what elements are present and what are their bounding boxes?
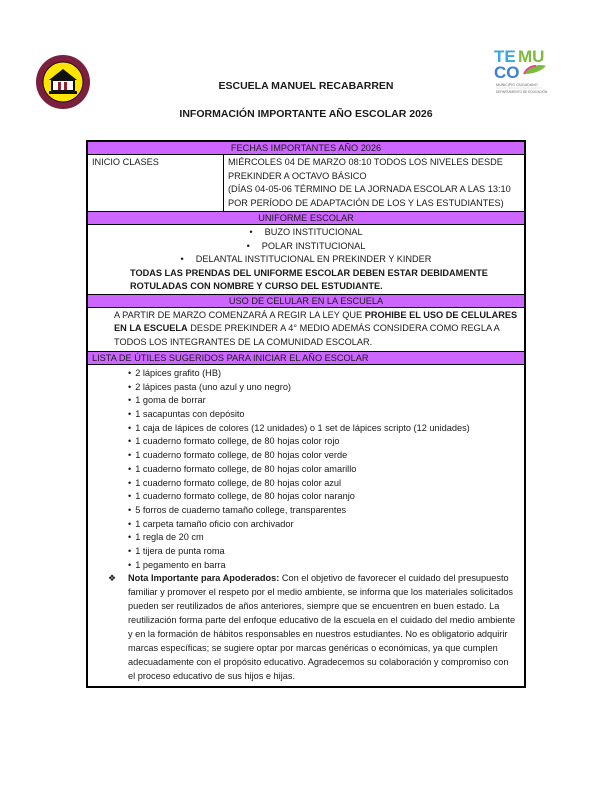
uniform-item	[88, 240, 524, 254]
uniform-item	[88, 226, 524, 240]
uniform-item-label: POLAR INSTITUCIONAL	[261, 240, 366, 251]
bullet-icon	[247, 241, 262, 251]
parents-note-label: Nota Importante para Apoderados:	[128, 573, 280, 584]
uniform-list	[88, 225, 524, 267]
supply-item: • 1 pegamento en barra	[128, 559, 524, 573]
section-header-utiles: LISTA DE ÚTILES SUGERIDOS PARA INICIAR EL AÑO ESCOLAR	[88, 351, 524, 365]
uniform-item-label: DELANTAL INSTITUCIONAL EN PREKINDER Y KINDER	[195, 254, 432, 264]
supply-item: • 1 caja de lápices de colores (12 unidades) o 1 set de lápices scripto (12 unidades)	[128, 422, 524, 436]
supply-item: • 1 cuaderno formato college, de 80 hojas color azul	[128, 477, 524, 491]
bullet-icon	[181, 254, 196, 264]
uniform-item-label: BUZO INSTITUCIONAL	[264, 227, 363, 237]
cellphone-text: DESDE PREKINDER A 4° MEDIO ADEMÁS CONSIDERA COMO REGLA A TODOS LOS INTEGRANTES DE LA COMUNIDAD ESCOLAR.	[114, 323, 500, 348]
supply-item: • 1 cuaderno formato college, de 80 hojas color verde	[128, 449, 524, 463]
supply-item: • 2 lápices grafito (HB)	[128, 367, 524, 381]
supply-item: • 5 forros de cuaderno tamaño college, transparentes	[128, 504, 524, 518]
section-header-fechas: FECHAS IMPORTANTES AÑO 2026	[88, 142, 524, 155]
label-inicio-clases: INICIO CLASES	[88, 155, 224, 211]
parents-note-text: Con el objetivo de favorecer el cuidado del presupuesto familiar y promover el respeto por el medio ambiente, se informa que los materiales solicitados pueden ser reutilizados de años anteriores, siempre que se encuentren en buen estado. La reutilización forma parte del enfoque educativo de la escuela en el cuidado del medio ambiente y en la formación de hábitos responsables en nuestros estudiantes. No es obligatorio adquirir marcas específicas; se sugiere optar por marcas genéricas o económicas, ya que cumplen adecuadamente con el propósito educativo. Agradecemos su colaboración y compromiso con el proceso educativo de sus hijos e hijas.	[128, 573, 516, 681]
supply-item: • 1 sacapuntas con depósito	[128, 408, 524, 422]
row-inicio-clases	[88, 155, 524, 211]
supply-item: • 1 cuaderno formato college, de 80 hojas color rojo	[128, 435, 524, 449]
svg-text:CO: CO	[494, 63, 520, 82]
section-header-celular: USO DE CELULAR EN LA ESCUELA	[88, 294, 524, 308]
svg-text:MU: MU	[518, 47, 545, 66]
parents-note	[88, 572, 524, 685]
svg-text:TE: TE	[494, 47, 516, 66]
cellphone-policy	[88, 308, 524, 351]
bullet-icon	[249, 227, 264, 237]
supply-item: • 1 carpeta tamaño oficio con archivador	[128, 518, 524, 532]
supply-item: • 1 tijera de punta roma	[128, 545, 524, 559]
supplies-list	[88, 365, 524, 573]
document-title: INFORMACIÓN IMPORTANTE AÑO ESCOLAR 2026	[179, 108, 433, 120]
info-table	[86, 140, 526, 688]
inicio-clases-line: (DÍAS 04-05-06 TÉRMINO DE LA JORNADA ESCOLAR A LAS 13:10 POR PERÍODO DE ADAPTACIÓN DE LOS Y LAS ESTUDIANTES)	[228, 184, 511, 208]
cellphone-text-bold: PROHIBE EL USO DE CELULARES EN LA ESCUELA	[114, 309, 518, 334]
supply-item: • 1 cuaderno formato college, de 80 hojas color amarillo	[128, 463, 524, 477]
value-inicio-clases	[224, 155, 524, 211]
svg-text:DEPARTAMENTO DE EDUCACIÓN: DEPARTAMENTO DE EDUCACIÓN	[496, 90, 548, 94]
uniform-note: TODAS LAS PRENDAS DEL UNIFORME ESCOLAR DEBEN ESTAR DEBIDAMENTE ROTULADAS CON NOMBRE Y CURSO DEL ESTUDIANTE.	[130, 267, 488, 291]
cellphone-text: A PARTIR DE MARZO COMENZARÁ A REGIR LA LEY QUE	[114, 309, 365, 320]
section-header-uniforme: UNIFORME ESCOLAR	[88, 211, 524, 225]
inicio-clases-line: MIÉRCOLES 04 DE MARZO 08:10 TODOS LOS NIVELES DESDE PREKINDER A OCTAVO BÁSICO	[228, 157, 503, 181]
uniform-item	[88, 253, 524, 267]
diamond-bullet-icon: ❖	[108, 573, 117, 584]
supply-item: • 1 goma de borrar	[128, 394, 524, 408]
svg-text:MUNICIPIO CIUDADANO: MUNICIPIO CIUDADANO	[496, 83, 538, 87]
supply-item: • 1 cuaderno formato college, de 80 hojas color naranjo	[128, 490, 524, 504]
supply-item: • 2 lápices pasta (uno azul y uno negro)	[128, 381, 524, 395]
school-name-title: ESCUELA MANUEL RECABARREN	[218, 80, 394, 92]
supply-item: • 1 regla de 20 cm	[128, 531, 524, 545]
